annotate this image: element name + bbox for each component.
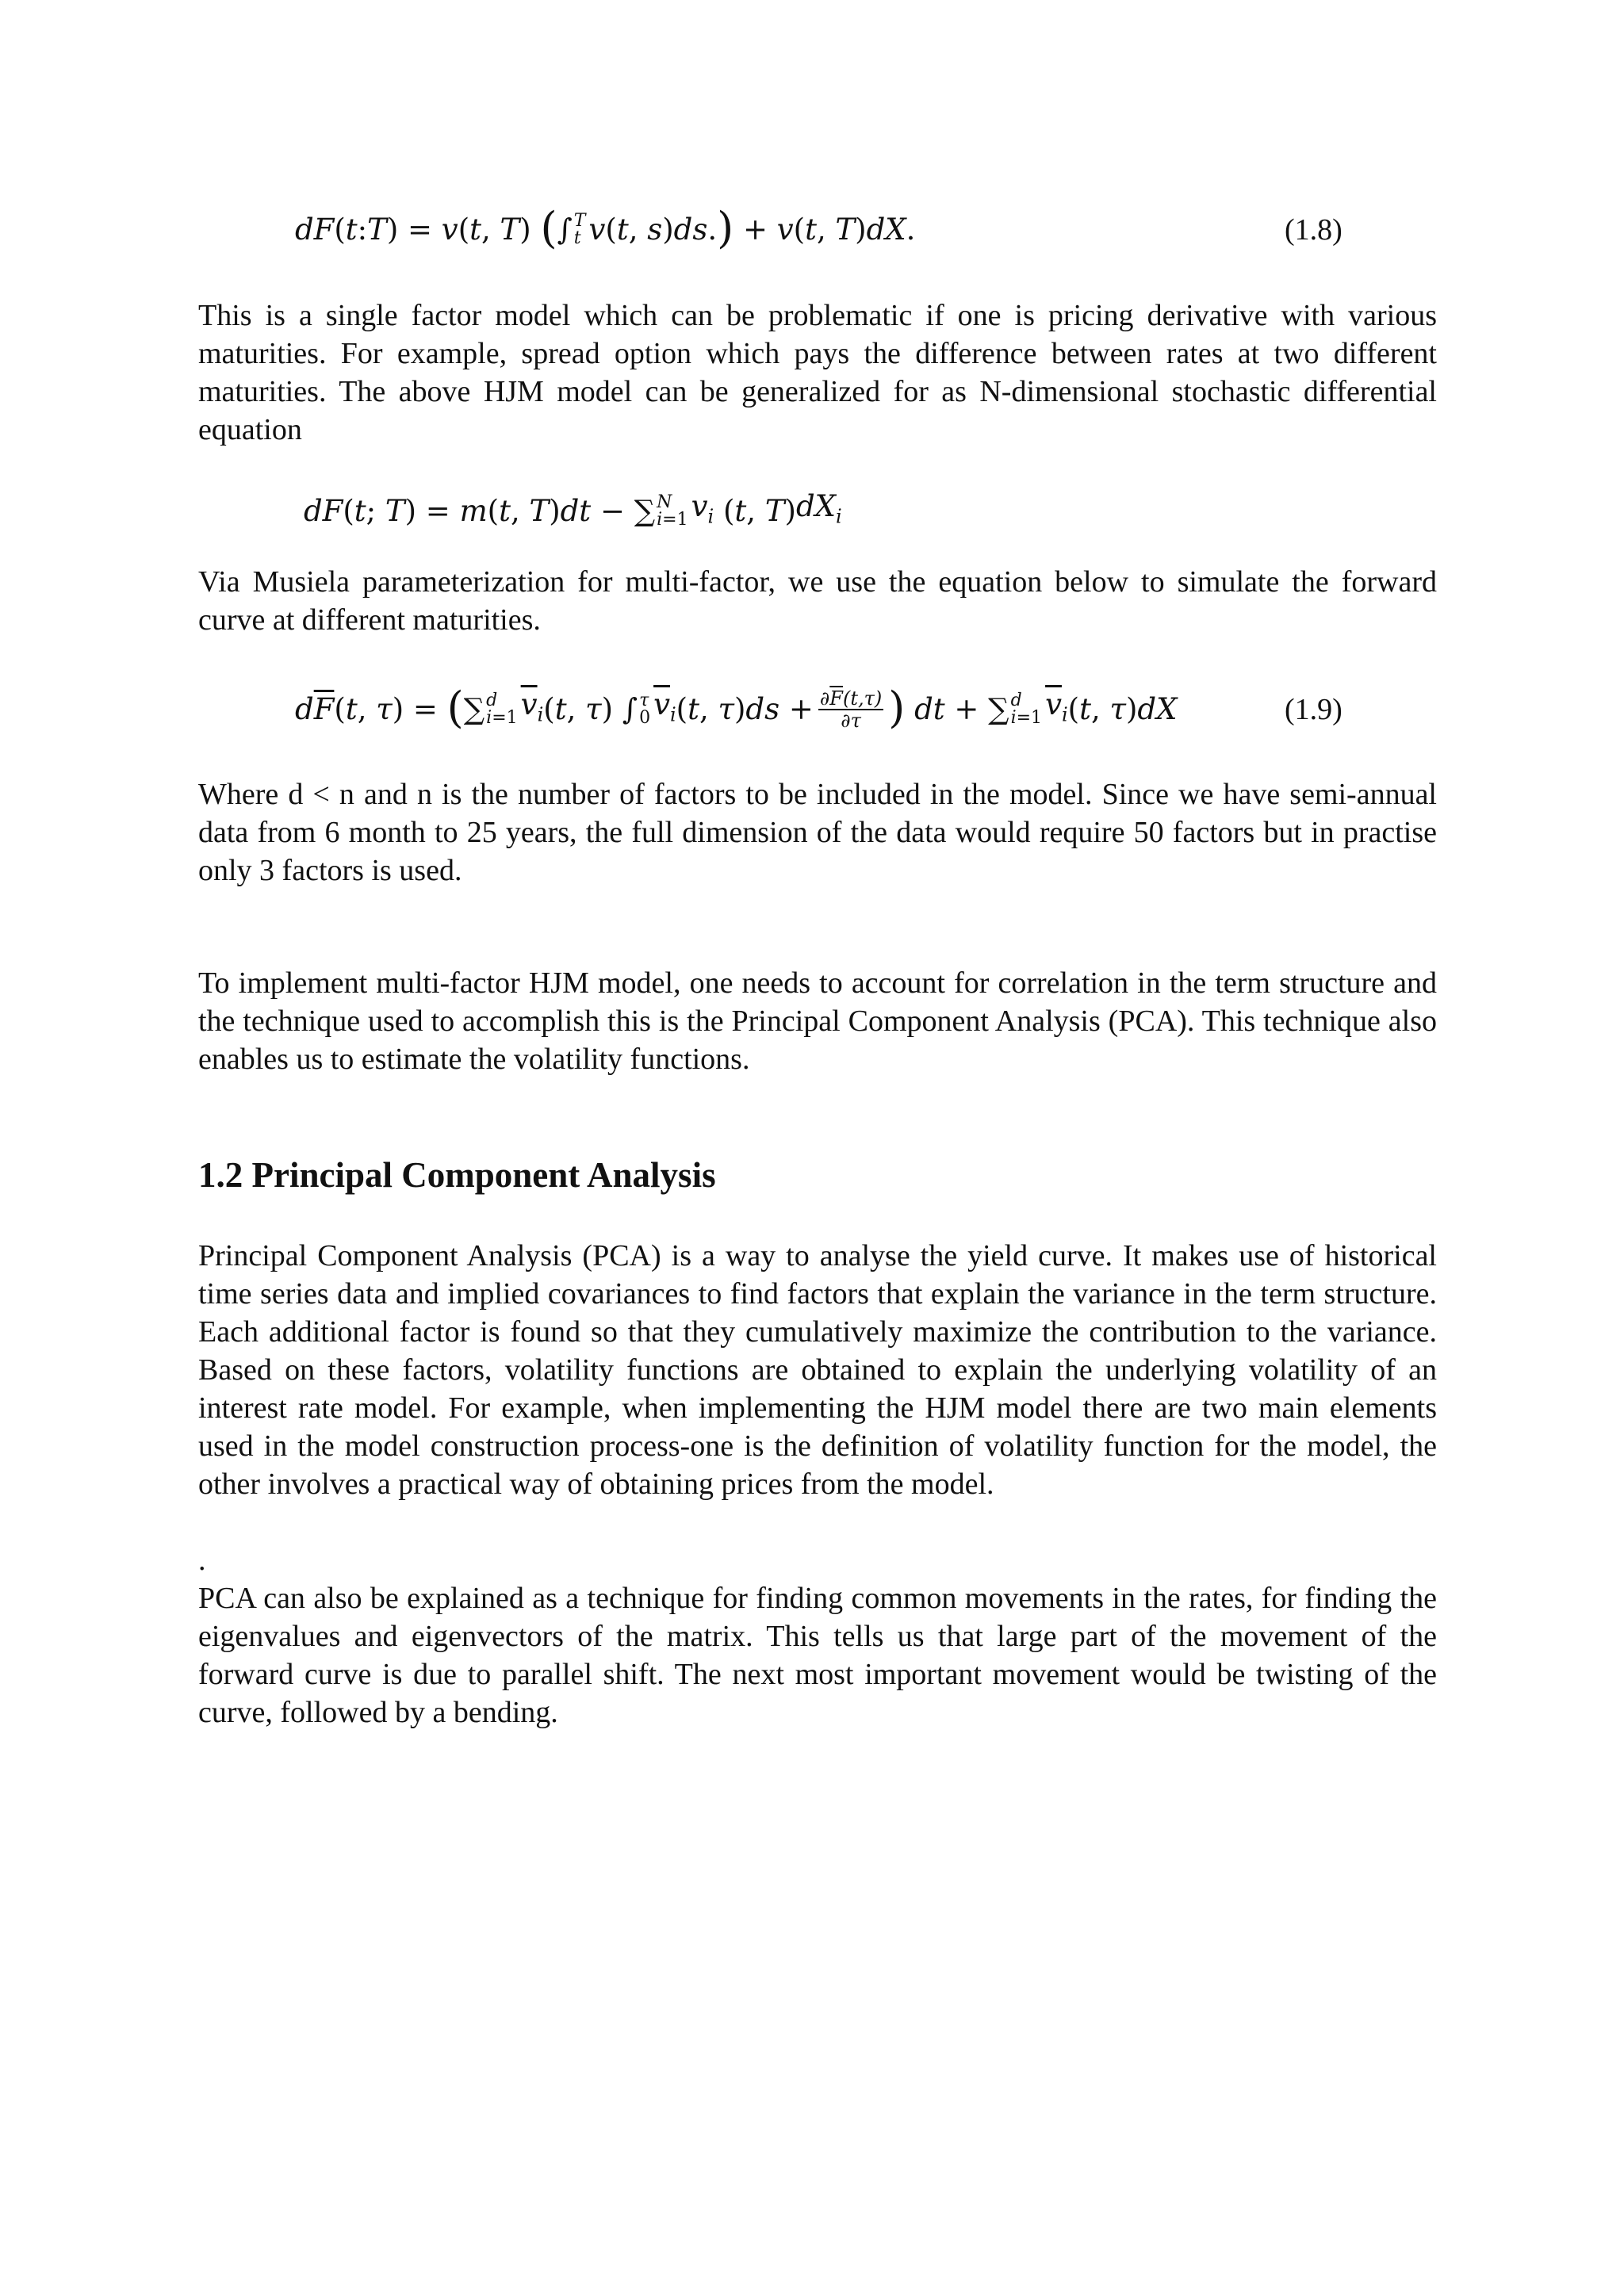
- paragraph-2: Via Musiela parameterization for multi-factor, we use the equation below to simulate the forward curve at different maturities.: [198, 565, 1437, 637]
- paragraph-5: Principal Component Analysis (PCA) is a way to analyse the yield curve. It makes use of historical time series data and implied covariances to find factors that explain the variance in the term structure. Each additional factor is found so that they cumulatively maximize the contribution to the variance. Based on these factors, volatility functions are obtained to explain the underlying volatility of an interest rate model. For example, when implementing the HJM model there are two main elements used in the model construction process-one is the definition of volatility function for the model, the other involves a practical way of obtaining prices from the model.: [198, 1239, 1437, 1501]
- paragraph-6: PCA can also be explained as a technique for finding common movements in the rates, for finding the eigenvalues and eigenvectors of the matrix. This tells us that large part of the movement of the forward curve is due to parallel shift. The next most important movement would be twisting of the curve, followed by a bending.: [198, 1582, 1437, 1729]
- equation-1-9: $d\overline{F}$ ( t , τ ) = ( ∑ d i=1 $\overline{v}_i$ ( t , τ ) ∫ τ 0 $\overline{v}_i$ ( t , τ ) ds + $\frac{\partial\overline{F}(t,\tau)}{\partial\tau}$ ) dt + ∑ d i=1 $\overline{v}_i$ ( t , τ ) dX: [295, 683, 1178, 733]
- paragraph-3: Where d < n and n is the number of factors to be included in the model. Since we have semi-annual data from 6 month to 25 years, the full dimension of the data would require 50 factors but in practise only 3 factors is used.: [198, 778, 1437, 887]
- equation-number-1-9: (1.9): [1285, 693, 1342, 726]
- paragraph-1: This is a single factor model which can be problematic if one is pricing derivative with various maturities. For example, spread option which pays the difference between rates at two different maturities. The above HJM model can be generalized for as N-dimensional stochastic differential equation: [198, 299, 1437, 446]
- equation-1-8: dF ( t : T ) = v ( t , T ) ( ∫ T t v ( t , s ) ds . ) + v ( t , T ) dX .: [295, 203, 916, 253]
- section-heading: 1.2 Principal Component Analysis: [198, 1155, 716, 1195]
- equation-number-1-8: (1.8): [1285, 213, 1342, 247]
- paragraph-4: To implement multi-factor HJM model, one needs to account for correlation in the term structure and the technique used to accomplish this is the Principal Component Analysis (PCA). This technique also enables us to estimate the volatility functions.: [198, 966, 1437, 1076]
- separator-dot: .: [198, 1544, 206, 1577]
- equation-n-dimensional: dF ( t ; T ) = m ( t , T ) dt − ∑ N i=1 $v_i$ ( t , T ) $dX_i$: [304, 488, 842, 530]
